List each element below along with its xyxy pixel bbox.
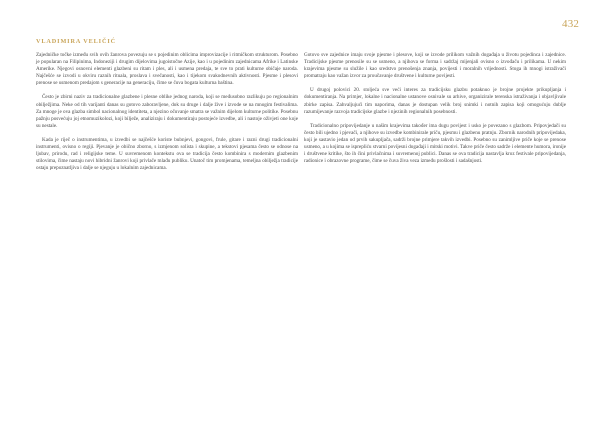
paragraph: Tradicionalno pripovijedanje u našim krajevima također ima dugu povijest i usko je povezano s glazbom. Pripovjedači su često bili ujedno i pjevači, a njihove su izvedbe kombinirale priču, pjesmu i glazbenu pratnju. Zbornik narodnih pripovijedaka, koji je sastavio jedan od prvih sakupljača, sadrži brojne primjere takvih izvedbi. Posebno su zanimljive priče koje se prenose usmeno, a u kojima se isprepliću stvarni povijesni događaji i mitski motivi. Takve priče često sadrže i elemente humora, ironije i društvene kritike, što ih čini privlačnima i suvremenoj publici. Danas se ova tradicija nastavlja kroz festivale pripovijedanja, radionice i obrazovne programe, čime se čuva živa veza između prošlosti i sadašnjosti. — [304, 122, 566, 165]
page-number: 432 — [562, 18, 580, 30]
paragraph: Zajedničke točke između svih ovih žanrova povezuju se s pojedinim oblicima improvizacije i ritmičkom strukturom. Posebno je popularan na Filipinima, Indoneziji i drugim dijelovima jugoistočne Azije, kao i u pojedinim zajednicama Afrike i Latinske Amerike. Njegovi osnovni elementi glazbeni su ritam i ples, ali i usmena predaja, te sve to prati kulturne običaje naroda. Najčešće se izvodi u okviru raznih rituala, proslava i svečanosti, kao i tijekom svakodnevnih aktivnosti. Pjesme i plesovi prenose se usmenom predajom s generacije na generaciju, čime se čuva bogata kulturna baština. — [36, 52, 298, 87]
paragraph: U drugoj polovici 20. stoljeća sve veći interes za tradicijsku glazbu potaknuo je brojne projekte prikupljanja i dokumentiranja. Na primjer, lokalne i nacionalne ustanove osnivale su arhive, organizirale terenska istraživanja i objavljivale zbirke zapisa. Zahvaljujući tim naporima, danas je dostupan velik broj snimki i notnih zapisa koji omogućuju dublje razumijevanje razvoja tradicijske glazbe i njezinih regionalnih posebnosti. — [304, 87, 566, 115]
paragraph: Često je zbirni naziv za tradicionalne glazbene i plesne oblike jednog naroda, koji se međusobno razlikuju po regionalnim obilježjima. Neke od tih varijanti danas su gotovo zaboravljene, dok su druge i dalje žive i izvode se na mnogim festivalima. Za mnoge je ova glazba simbol nacionalnog identiteta, a njezino očuvanje smatra se važnim dijelom kulturne politike. Posebnu pažnju posvećuju joj etnomuzikolozi, koji bilježe, analiziraju i dokumentiraju postojeće izvedbe, ali i nastoje oživjeti one koje su nestale. — [36, 94, 298, 129]
right-text-column — [304, 52, 566, 165]
paragraph: Gotovo sve zajednice imaju svoje pjesme i plesove, koji se izvode prilikom važnih događaja u životu pojedinca i zajednice. Tradicijske pjesme prenosile su se usmeno, a njihova se forma i sadržaj mijenjali ovisno o izvođaču i prilikama. U nekim krajevima pjesme su služile i kao sredstvo prenošenja znanja, povijesti i moralnih vrijednosti. Stoga ih mnogi istraživači promatraju kao važan izvor za proučavanje društvene i kulturne povijesti. — [304, 52, 566, 80]
left-text-column — [36, 52, 298, 172]
author-name: VLADIMIRA VELIČIĆ — [36, 38, 116, 45]
paragraph: Kada je riječ o instrumentima, u izvedbi se najčešće koriste bubnjevi, gongovi, frule, gitare i razni drugi tradicionalni instrumenti, ovisno o regiji. Pjevanje je obično zborno, s izmjenom solista i skupine, a tekstovi pjesama često se odnose na ljubav, prirodu, rad i religijske teme. U suvremenom kontekstu ova se tradicija često kombinira s modernim glazbenim stilovima, čime nastaju novi hibridni žanrovi koji privlače mlađu publiku. Unatoč tim promjenama, temeljna obilježja tradicije ostaju prepoznatljiva i dalje se njeguju u lokalnim zajednicama. — [36, 136, 298, 172]
